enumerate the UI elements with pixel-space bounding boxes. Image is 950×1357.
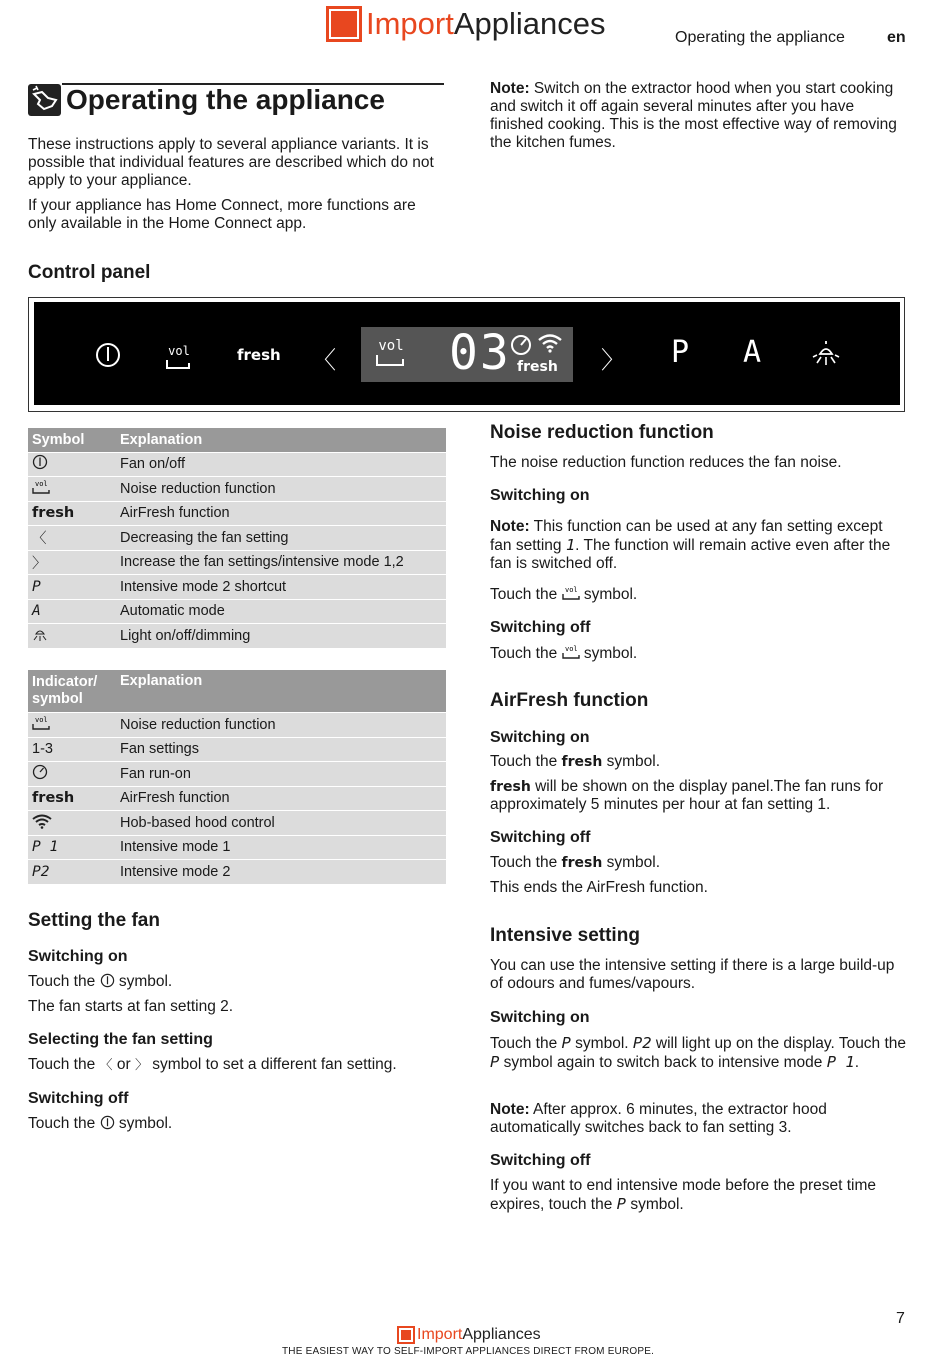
footer-tagline: THE EASIEST WAY TO SELF-IMPORT APPLIANCES DIRECT FROM EUROPE. (282, 1346, 655, 1357)
display-vol-label: vol (378, 338, 404, 354)
setting-fan-off-text (28, 1115, 172, 1133)
intensive-on-b: symbol. (570, 1035, 633, 1052)
intro-p2: If your appliance has Home Connect, more functions are only available in the Home Connect app. (28, 197, 416, 232)
symbol-table-header (28, 428, 446, 452)
airfresh-fresh: fresh (490, 779, 531, 795)
page-title: Operating the appliance (66, 84, 385, 115)
control-panel-heading: Control panel (28, 262, 151, 283)
intensive-on-a: Touch the (490, 1035, 562, 1052)
intensive-p: P (616, 1195, 627, 1213)
vol-icon (28, 477, 116, 502)
symbol-row-symbol: A (28, 599, 116, 624)
page-number: 7 (896, 1310, 905, 1327)
select-or: or (112, 1056, 135, 1073)
vol-icon (562, 585, 580, 601)
symbol-row-symbol: P (28, 575, 116, 600)
indicator-table-header (28, 670, 446, 713)
logo-square-icon (326, 6, 362, 42)
control-panel (34, 302, 900, 405)
noise-on-b: symbol. (579, 586, 638, 603)
airfresh-on-text (490, 753, 660, 771)
table-row (28, 786, 446, 811)
airfresh-on-heading: Switching on (490, 729, 590, 746)
svg-text:vol: vol (564, 645, 578, 653)
table-row (28, 713, 446, 738)
intensive-note-label: Note: (490, 1101, 530, 1118)
display-fresh-label: fresh (517, 359, 558, 375)
setting-fan-heading: Setting the fan (28, 910, 160, 931)
setting-fan-off-heading: Switching off (28, 1090, 129, 1107)
indicator-row-symbol: P2 (28, 860, 116, 884)
indicator-row-text: Fan settings (116, 737, 446, 762)
airfresh-fresh: fresh (561, 855, 603, 871)
noise-heading: Noise reduction function (490, 422, 714, 443)
table-row (28, 835, 446, 860)
panel-light-icon[interactable] (812, 340, 840, 373)
intro-p1: These instructions apply to several appliance variants. It is possible that individual features are described which do not apply to your appliance. (28, 136, 434, 189)
panel-left-button[interactable]: 〈 (312, 347, 336, 374)
symbol-row-text: Fan on/off (116, 452, 446, 477)
table-row (28, 501, 446, 526)
intensive-on-c: will light up on the display. Touch the (651, 1035, 907, 1052)
right-chevron-icon: 〉 (134, 1057, 148, 1072)
panel-p-button[interactable]: P (671, 335, 690, 370)
logo-import: Import (366, 6, 454, 41)
noise-note-a: This function can be used at any fan setting except fan setting (490, 518, 883, 554)
select-a: Touch the (28, 1056, 100, 1073)
symbol-row-text: Light on/off/dimming (116, 624, 446, 648)
table-row (28, 550, 446, 575)
note-top (490, 80, 910, 152)
intensive-on-text (490, 1034, 910, 1072)
table-row (28, 737, 446, 762)
note-top-label: Note: (490, 80, 530, 97)
intensive-p: P (490, 1053, 500, 1071)
noise-off-text (490, 644, 637, 663)
left-chevron-icon: 〈 (99, 1057, 113, 1072)
svg-text:vol: vol (35, 479, 48, 488)
airfresh-off-text (490, 854, 660, 872)
svg-text:vol: vol (35, 715, 48, 724)
setting-fan-on-a: Touch the (28, 973, 100, 990)
power-icon (100, 1115, 115, 1130)
power-icon (100, 973, 115, 988)
table-row (28, 575, 446, 600)
off-a: Touch the (28, 1115, 100, 1132)
airfresh-shown-b: will be shown on the display panel.The fan runs for approximately 5 minutes per hour at fan setting 1. (490, 778, 884, 813)
footer-logo (397, 1326, 541, 1344)
header-section-title: Operating the appliance (675, 29, 845, 46)
indicator-row-text: Noise reduction function (116, 713, 446, 738)
symbol-row-symbol: fresh (28, 501, 116, 526)
intensive-p2: P2 (632, 1034, 652, 1052)
airfresh-ends: This ends the AirFresh function. (490, 879, 708, 896)
select-b: symbol to set a different fan setting. (147, 1056, 397, 1073)
panel-vol-label: vol (168, 344, 190, 358)
svg-text:vol: vol (564, 586, 578, 594)
noise-off-heading: Switching off (490, 619, 591, 636)
intensive-text: You can use the intensive setting if there is a large build-up of odours and fumes/vapours. (490, 957, 895, 992)
panel-right-button[interactable]: 〉 (601, 347, 625, 374)
indicator-row-text: Intensive mode 2 (116, 860, 446, 884)
display-wifi-icon (537, 333, 563, 358)
noise-note-digit: 1 (565, 536, 576, 554)
logo-appliances: Appliances (453, 6, 606, 41)
panel-a-button[interactable]: A (743, 335, 762, 370)
setting-fan-on-text2: The fan starts at fan setting 2. (28, 998, 234, 1015)
indicator-row-text: Hob-based hood control (116, 811, 446, 836)
light-icon (28, 624, 116, 648)
setting-fan-select-text (28, 1056, 397, 1074)
symbol-table-col1: Symbol (28, 428, 116, 452)
intensive-on-heading: Switching on (490, 1009, 590, 1026)
setting-fan-on-b: symbol. (114, 973, 173, 990)
intensive-p: P (561, 1034, 571, 1052)
intensive-off-b: symbol. (626, 1196, 684, 1213)
noise-on-heading: Switching on (490, 487, 590, 504)
indicator-row-symbol: 1-3 (28, 737, 116, 762)
setting-fan-on-heading: Switching on (28, 948, 128, 965)
airfresh-on-b: symbol. (602, 753, 661, 770)
symbol-row-text: Decreasing the fan setting (116, 526, 446, 551)
intensive-heading: Intensive setting (490, 925, 640, 946)
intensive-note-text: After approx. 6 minutes, the extractor hood automatically switches back to fan setting 3. (490, 1101, 827, 1136)
setting-fan-on-text (28, 973, 172, 991)
indicator-table-col1: Indicator/ symbol (28, 670, 116, 713)
airfresh-off-heading: Switching off (490, 829, 591, 846)
symbol-row-text: Noise reduction function (116, 477, 446, 502)
symbol-row-text: AirFresh function (116, 501, 446, 526)
noise-off-a: Touch the (490, 645, 562, 662)
indicator-row-text: Intensive mode 1 (116, 835, 446, 860)
table-row (28, 526, 446, 551)
noise-note-label: Note: (490, 518, 530, 535)
off-b: symbol. (114, 1115, 173, 1132)
indicator-table (28, 670, 446, 884)
panel-power-icon[interactable] (94, 341, 122, 374)
airfresh-off-a: Touch the (490, 854, 562, 871)
airfresh-off-b: symbol. (602, 854, 661, 871)
noise-note-b: . The function will remain active even after the fan is switched off. (490, 537, 891, 572)
wifi-icon (28, 811, 116, 836)
intensive-off-heading: Switching off (490, 1152, 591, 1169)
header-lang: en (887, 29, 906, 46)
symbol-table (28, 428, 446, 648)
table-row (28, 762, 446, 787)
intensive-off-text (490, 1177, 900, 1214)
setting-fan-select-heading: Selecting the fan setting (28, 1031, 213, 1048)
indicator-row-symbol: P 1 (28, 835, 116, 860)
intensive-note (490, 1101, 900, 1137)
indicator-table-col2: Explanation (116, 670, 446, 713)
table-row (28, 811, 446, 836)
intensive-off-a: If you want to end intensive mode before the preset time expires, touch the (490, 1177, 877, 1213)
fan-run-on-icon (28, 762, 116, 787)
symbol-row-text: Increase the fan settings/intensive mode 1,2 (116, 550, 446, 575)
panel-fresh-button[interactable]: fresh (237, 346, 281, 364)
noise-off-b: symbol. (579, 645, 638, 662)
vol-icon (562, 644, 580, 660)
power-icon (28, 452, 116, 477)
display-panel (361, 327, 573, 382)
indicator-row-text: AirFresh function (116, 786, 446, 811)
symbol-table-col2: Explanation (116, 428, 446, 452)
table-row (28, 624, 446, 648)
symbol-row-symbol: 〈 (28, 526, 116, 551)
display-value: 03 (449, 325, 511, 381)
indicator-row-text: Fan run-on (116, 762, 446, 787)
intensive-p1: P 1 (826, 1053, 855, 1071)
panel-vol-icon[interactable] (165, 342, 193, 370)
footer-logo-appliances: Appliances (462, 1326, 541, 1343)
table-row (28, 452, 446, 477)
table-row (28, 599, 446, 624)
noise-text: The noise reduction function reduces the fan noise. (490, 454, 842, 471)
symbol-row-text: Automatic mode (116, 599, 446, 624)
symbol-row-symbol: 〉 (28, 550, 116, 575)
display-fan-run-on-icon (509, 333, 533, 362)
noise-note (490, 518, 900, 573)
display-vol-icon (375, 337, 407, 367)
noise-on-text (490, 585, 637, 604)
airfresh-fresh: fresh (561, 754, 603, 770)
vol-icon (28, 713, 116, 738)
table-row (28, 477, 446, 502)
airfresh-on-a: Touch the (490, 753, 562, 770)
intensive-on-e: . (854, 1054, 860, 1071)
noise-on-a: Touch the (490, 586, 562, 603)
table-row (28, 860, 446, 884)
indicator-row-symbol: fresh (28, 786, 116, 811)
intensive-on-d: symbol again to switch back to intensive mode (499, 1054, 827, 1071)
footer-logo-import: Import (417, 1326, 463, 1343)
airfresh-shown (490, 778, 910, 814)
logo-square-icon (397, 1326, 415, 1344)
header-logo (326, 6, 606, 42)
symbol-row-text: Intensive mode 2 shortcut (116, 575, 446, 600)
airfresh-heading: AirFresh function (490, 690, 649, 711)
hand-operation-icon (28, 84, 61, 116)
note-top-text: Switch on the extractor hood when you start cooking and switch it off again several minutes after you have finished cooking. This is the most effective way of removing the kitchen fumes. (490, 80, 897, 151)
